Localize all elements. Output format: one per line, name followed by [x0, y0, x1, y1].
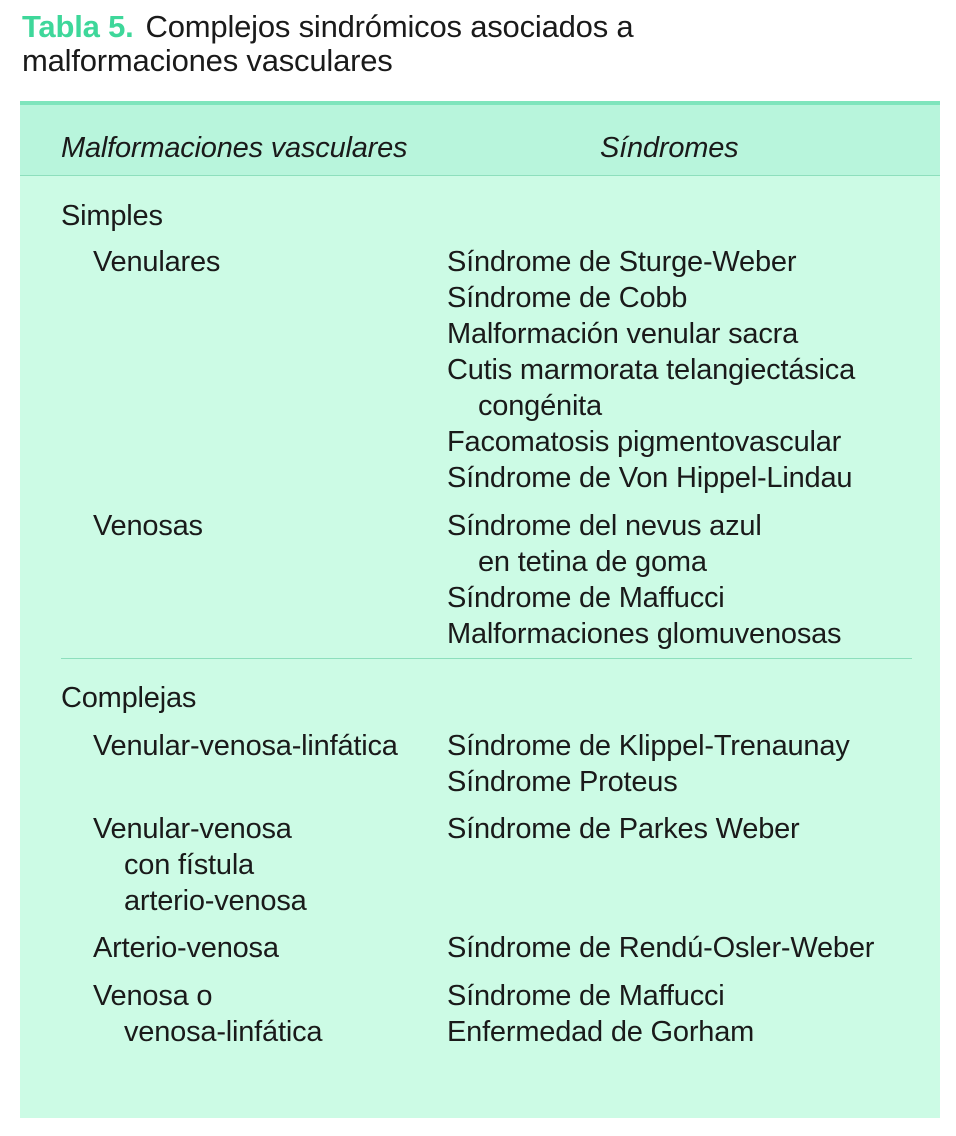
syndrome-item: Síndrome de Klippel-Trenaunay	[447, 730, 850, 762]
category-continuation: venosa-linfática	[124, 1016, 323, 1048]
table-panel	[20, 101, 940, 1118]
category-venular-venosa-fistula: Venular-venosa	[93, 813, 292, 845]
caption-title-part-2: malformaciones vasculares	[22, 43, 393, 78]
table-caption	[22, 10, 942, 78]
syndrome-item: Síndrome Proteus	[447, 766, 678, 798]
category-venosa-linfatica: Venosa o	[93, 980, 213, 1012]
category-arterio-venosa: Arterio-venosa	[93, 932, 279, 964]
syndrome-item: Enfermedad de Gorham	[447, 1016, 755, 1048]
category-continuation: arterio-venosa	[124, 885, 307, 917]
syndrome-item: Síndrome de Rendú-Osler-Weber	[447, 932, 875, 964]
category-venosas: Venosas	[93, 510, 203, 542]
syndrome-item-continuation: en tetina de goma	[478, 546, 707, 578]
caption-line-1	[22, 10, 942, 44]
syndrome-item: Síndrome de Cobb	[447, 282, 688, 314]
syndrome-item: Síndrome de Maffucci	[447, 980, 725, 1012]
section-divider	[61, 658, 912, 659]
syndrome-item: Facomatosis pigmentovascular	[447, 426, 842, 458]
table-header-row	[20, 105, 940, 176]
section-complejas: Complejas	[61, 682, 197, 714]
syndrome-item: Síndrome de Parkes Weber	[447, 813, 800, 845]
syndrome-item: Síndrome de Von Hippel-Lindau	[447, 462, 853, 494]
syndrome-item: Síndrome de Sturge-Weber	[447, 246, 797, 278]
section-simples: Simples	[61, 200, 163, 232]
syndrome-item-continuation: congénita	[478, 390, 602, 422]
category-continuation: con fístula	[124, 849, 254, 881]
header-malformaciones: Malformaciones vasculares	[61, 132, 408, 164]
caption-title-part-1: Complejos sindrómicos asociados a	[145, 9, 634, 44]
syndrome-item: Síndrome del nevus azul	[447, 510, 762, 542]
syndrome-item: Cutis marmorata telangiectásica	[447, 354, 856, 386]
category-venular-venosa-linfatica: Venular-venosa-linfática	[93, 730, 398, 762]
header-sindromes: Síndromes	[600, 132, 739, 164]
syndrome-item: Malformación venular sacra	[447, 318, 798, 350]
category-venulares: Venulares	[93, 246, 221, 278]
syndrome-item: Malformaciones glomuvenosas	[447, 618, 842, 650]
table-number: Tabla 5.	[22, 9, 134, 44]
syndrome-item: Síndrome de Maffucci	[447, 582, 725, 614]
